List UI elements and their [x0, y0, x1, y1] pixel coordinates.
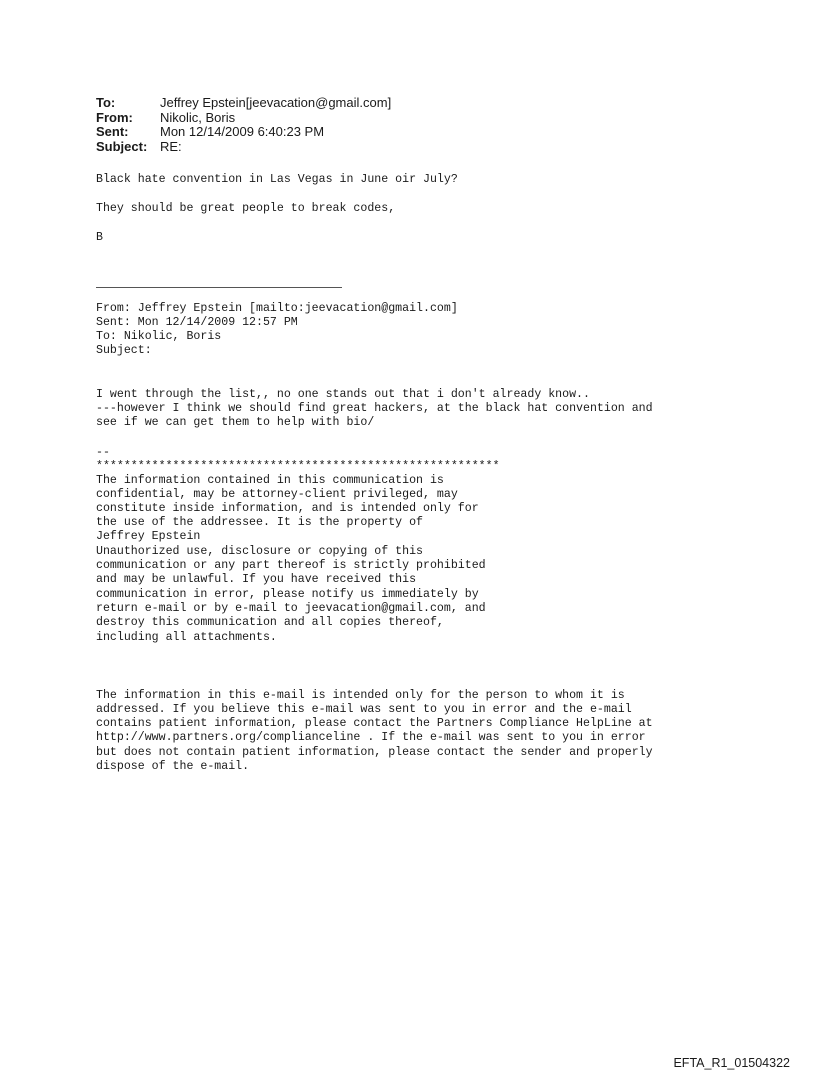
signature-stars: ********************************************************** [96, 460, 500, 473]
disclaimer-line: return e-mail or by e-mail to jeevacation@gmail.com, and [96, 602, 486, 615]
disclaimer-line: constitute inside information, and is intended only for [96, 502, 479, 515]
disclaimer-line: the use of the addressee. It is the property of [96, 516, 423, 529]
to-row [96, 96, 391, 111]
partners-notice-line: but does not contain patient information, please contact the sender and properly [96, 746, 653, 759]
disclaimer-line: communication or any part thereof is strictly prohibited [96, 559, 486, 572]
quoted-body-line-1: I went through the list,, no one stands out that i don't already know.. [96, 388, 590, 401]
document-id: EFTA_R1_01504322 [673, 1056, 790, 1070]
quoted-to: To: Nikolic, Boris [96, 330, 222, 343]
from-row [96, 111, 391, 126]
from-label: From: [96, 109, 133, 125]
disclaimer-line: Unauthorized use, disclosure or copying of this [96, 545, 423, 558]
reply-signoff: B [96, 231, 103, 244]
disclaimer-line: communication in error, please notify us immediately by [96, 588, 479, 601]
partners-notice-line: http://www.partners.org/complianceline . If the e-mail was sent to you in error [96, 731, 646, 744]
partners-notice-line: The information in this e-mail is intended only for the person to whom it is [96, 689, 625, 702]
quoted-sent: Sent: Mon 12/14/2009 12:57 PM [96, 316, 298, 329]
to-value: Jeffrey Epstein[jeevacation@gmail.com] [160, 95, 392, 110]
disclaimer-line: The information contained in this communication is [96, 474, 444, 487]
disclaimer-line: confidential, may be attorney-client privileged, may [96, 488, 458, 501]
reply-line-1: Black hate convention in Las Vegas in June oir July? [96, 173, 458, 186]
disclaimer-line: including all attachments. [96, 631, 277, 644]
partners-notice-line: addressed. If you believe this e-mail was sent to you in error and the e-mail [96, 703, 632, 716]
email-header [96, 96, 391, 154]
sent-label: Sent: [96, 124, 129, 139]
disclaimer-line: destroy this communication and all copies thereof, [96, 616, 444, 629]
sent-row [96, 125, 391, 140]
partners-notice-line: contains patient information, please contact the Partners Compliance HelpLine at [96, 717, 653, 730]
subject-label: Subject: [96, 138, 148, 154]
quoted-body-line-2: ---however I think we should find great hackers, at the black hat convention and [96, 402, 653, 415]
separator-rule [96, 287, 342, 288]
signature-dash: -- [96, 446, 110, 459]
subject-value: RE: [160, 138, 182, 154]
quoted-body-line-3: see if we can get them to help with bio/ [96, 416, 375, 429]
subject-row [96, 140, 391, 155]
quoted-from: From: Jeffrey Epstein [mailto:jeevacation@gmail.com] [96, 302, 458, 315]
disclaimer-line: Jeffrey Epstein [96, 530, 201, 543]
sent-value: Mon 12/14/2009 6:40:23 PM [160, 124, 325, 139]
from-value: Nikolic, Boris [160, 109, 236, 125]
reply-line-2: They should be great people to break codes, [96, 202, 396, 215]
partners-notice-line: dispose of the e-mail. [96, 760, 250, 773]
quoted-subject: Subject: [96, 344, 152, 357]
disclaimer-line: and may be unlawful. If you have received this [96, 573, 417, 586]
to-label: To: [96, 95, 116, 110]
